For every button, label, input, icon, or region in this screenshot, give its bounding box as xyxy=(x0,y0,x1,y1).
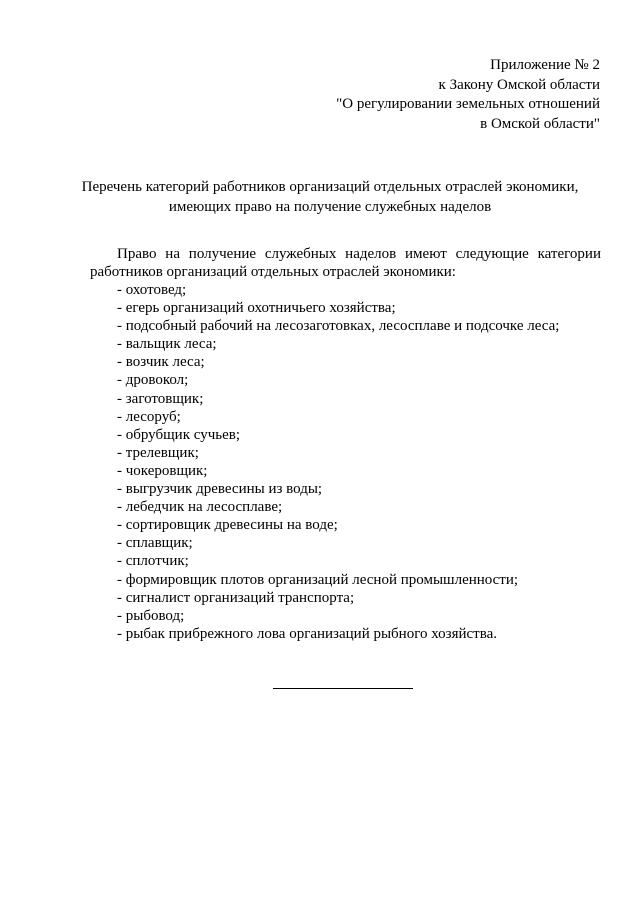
list-item: - возчик леса; xyxy=(117,354,205,371)
intro-word: служебных xyxy=(264,246,337,262)
list-item: - заготовщик; xyxy=(117,390,204,407)
list-item: - чокеровщик; xyxy=(117,462,208,479)
intro-line2: работников организаций отдельных отраслей экономики: xyxy=(90,264,456,280)
appendix-header xyxy=(336,56,600,134)
list-item: - рыбак прибрежного лова организаций рыбного хозяйства. xyxy=(117,625,498,642)
list-item: - сортировщик древесины на воде; xyxy=(117,517,338,534)
list-item: - рыбовод; xyxy=(117,607,185,624)
list-item: - сплавщик; xyxy=(117,535,193,552)
list-item: - сигналист организаций транспорта; xyxy=(117,589,355,606)
intro-word: Право xyxy=(117,246,157,262)
intro-paragraph xyxy=(90,245,601,281)
list-item: - подсобный рабочий на лесозаготовках, лесосплаве и подсочке леса; xyxy=(117,318,560,335)
list-item: - вальщик леса; xyxy=(117,336,217,353)
list-item: - егерь организаций охотничьего хозяйства; xyxy=(117,300,396,317)
appendix-law-reference: к Закону Омской области xyxy=(438,76,600,93)
intro-word: имеют xyxy=(405,246,447,262)
intro-word: наделов xyxy=(345,246,397,262)
list-item: - выгрузчик древесины из воды; xyxy=(117,481,323,498)
appendix-number: Приложение № 2 xyxy=(490,57,600,73)
intro-word: следующие xyxy=(455,246,529,262)
list-item: - сплотчик; xyxy=(117,553,189,570)
appendix-law-title-line2: в Омской области" xyxy=(480,115,600,132)
list-item: - охотовед; xyxy=(117,282,187,298)
document-title xyxy=(60,177,600,217)
intro-word: на xyxy=(165,246,180,262)
title-line1: Перечень категорий работников организаций отдельных отраслей экономики, xyxy=(81,179,579,195)
list-item: - трелевщик; xyxy=(117,444,199,461)
list-item: - лебедчик на лесосплаве; xyxy=(117,499,283,516)
list-item: - обрубщик сучьев; xyxy=(117,426,240,443)
intro-word: получение xyxy=(188,246,257,262)
list-item: - формировщик плотов организаций лесной промышленности; xyxy=(117,571,519,588)
appendix-law-title-line1: "О регулировании земельных отношений xyxy=(336,96,600,112)
intro-line1 xyxy=(117,245,601,263)
closing-divider xyxy=(273,688,413,689)
title-line2: имеющих право на получение служебных наделов xyxy=(168,199,492,215)
intro-word: категории xyxy=(537,246,601,262)
list-item: - лесоруб; xyxy=(117,408,181,425)
worker-categories-list xyxy=(117,281,559,643)
list-item: - дровокол; xyxy=(117,372,189,389)
